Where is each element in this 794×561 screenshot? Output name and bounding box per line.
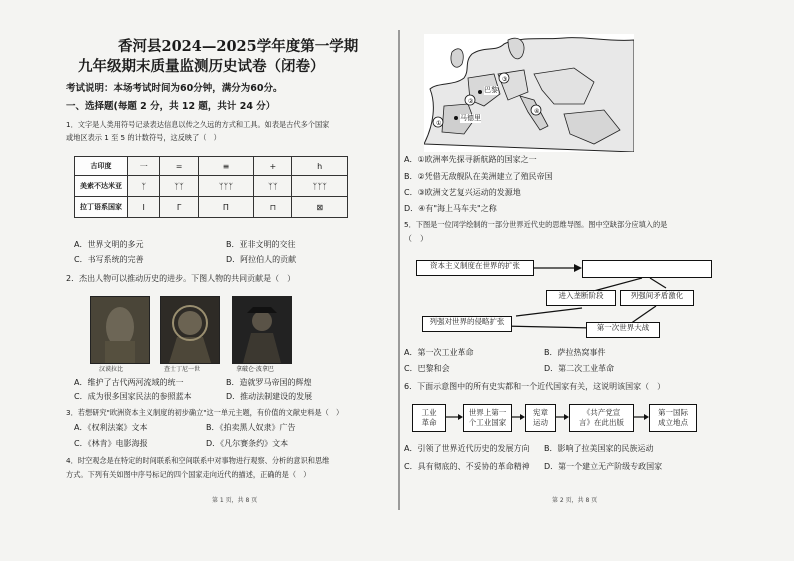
q6-option-a: A．引领了世界近代历史的发展方向	[404, 444, 530, 453]
q5-stem-line1: 5．下图是一位同学绘制的一部分世界近代史的思维导图。图中空缺部分应填入的是	[404, 220, 668, 229]
portrait-caption: 汉谟拉比	[99, 366, 124, 373]
exam-instructions: 考试说明：本场考试时间为60分钟，满分为60分。	[66, 83, 283, 94]
table-cell: ⊠	[292, 197, 348, 218]
table-cell: ≡	[198, 157, 254, 176]
table-cell: Γ	[160, 197, 198, 218]
q4-option-c: C．③欧洲文艺复兴运动的发源地	[404, 188, 521, 197]
q1-option-d: D．阿拉伯人的贡献	[226, 255, 297, 264]
table-cell: +	[254, 157, 292, 176]
q2-option-d: D．推动法制建设的发展	[226, 392, 313, 401]
q1-stem-line2: 或地区表示 1 至 5 的计数符号，这反映了（ ）	[66, 133, 221, 142]
svg-text:③: ③	[502, 76, 508, 83]
page-footer-right: 第 2 页，共 8 页	[552, 497, 598, 504]
svg-text:④: ④	[534, 108, 540, 115]
q1-option-c: C．书写系统的完善	[74, 255, 144, 264]
q4-stem-line1: 4．时空观念是在特定的时间联系和空间联系中对事物进行观察、分析的意识和思维	[66, 456, 330, 465]
table-cell: 一	[128, 157, 160, 176]
table-cell: I	[128, 197, 160, 218]
mindmap-node-ww1: 第一次世界大战	[586, 322, 660, 338]
table-row	[75, 157, 348, 176]
table-cell: Π	[198, 197, 254, 218]
portrait-caption: 拿破仑·波拿巴	[236, 366, 274, 373]
svg-text:①: ①	[436, 120, 442, 127]
table-cell: ᛉ	[128, 176, 160, 197]
table-cell: =	[160, 157, 198, 176]
page-right	[404, 34, 744, 504]
q4-option-b: B．②凭借无敌舰队在美洲建立了殖民帝国	[404, 172, 553, 181]
flow-node: 《共产党宣 言》在此出版	[569, 404, 634, 432]
mindmap-node-contradiction: 列强间矛盾激化	[620, 290, 694, 306]
portrait-justinian-image	[160, 296, 220, 364]
q5-option-d: D．第二次工业革命	[544, 364, 615, 373]
q1-option-a: A．世界文明的多元	[74, 240, 144, 249]
exam-title-line2: 九年级期末质量监测历史试卷（闭卷）	[78, 58, 325, 75]
mindmap-node-expansion: 资本主义制度在世界的扩张	[416, 260, 534, 276]
table-cell: ⊓	[254, 197, 292, 218]
table-row	[75, 176, 348, 197]
table-row-label: 拉丁语系国家	[75, 197, 128, 218]
q2-option-b: B．造就罗马帝国的辉煌	[226, 378, 312, 387]
table-cell: ᛉᛉ	[160, 176, 198, 197]
q4-option-a: A．①欧洲率先探寻新航路的国家之一	[404, 155, 537, 164]
section-heading: 一、选择题(每题 2 分，共 12 题，共计 24 分）	[66, 101, 276, 112]
svg-text:②: ②	[468, 98, 474, 105]
q6-option-d: D．第一个建立无产阶级专政国家	[544, 462, 663, 471]
q3-option-a: A．《权利法案》文本	[74, 423, 148, 432]
q3-option-b: B．《拍卖黑人奴隶》广告	[206, 423, 296, 432]
flow-node: 工业 革命	[412, 404, 446, 432]
table-cell: ᛉᛉᛉ	[198, 176, 254, 197]
page-fold	[398, 30, 400, 510]
q6-option-b: B．影响了拉美国家的民族运动	[544, 444, 654, 453]
portrait-caption: 查士丁尼一世	[164, 366, 201, 373]
q4-stem-line2: 方式。下列有关如图中序号标记的四个国家走向近代的描述，正确的是（ ）	[66, 470, 311, 479]
q3-option-d: D．《凡尔赛条约》文本	[206, 439, 289, 448]
table-cell: h	[292, 157, 348, 176]
mindmap-node-monopoly: 进入垄断阶段	[546, 290, 616, 306]
q2-option-c: C．成为很多国家民法的参照蓝本	[74, 392, 192, 401]
q2-stem: 2．杰出人物可以推动历史的进步。下图人物的共同贡献是（ ）	[66, 274, 296, 283]
portrait-hammurabi-image	[90, 296, 150, 364]
flow-node: 世界上第一 个工业国家	[463, 404, 512, 432]
q6-stem: 6．下面示意图中的所有史实都和一个近代国家有关，这说明该国家（ ）	[404, 382, 666, 391]
numeral-table	[74, 156, 348, 218]
q4-option-d: D．④有"海上马车夫"之称	[404, 204, 497, 213]
page-footer-left: 第 1 页，共 8 页	[212, 497, 258, 504]
flow-connectors	[404, 34, 744, 504]
q5-option-b: B．萨拉热窝事件	[544, 348, 606, 357]
q1-stem-line1: 1．文字是人类用符号记录表达信息以传之久远的方式和工具。如表是古代多个国家	[66, 120, 330, 129]
page-left	[66, 34, 394, 504]
table-row-label: 美索不达米亚	[75, 176, 128, 197]
mindmap-node-aggression: 列强对世界的侵略扩张	[422, 316, 512, 332]
q5-stem-line2: （ ）	[404, 234, 428, 243]
flow-node: 宪章 运动	[525, 404, 556, 432]
q3-option-c: C．《林肯》电影海报	[74, 439, 148, 448]
table-cell: ᛉᛉᛉ	[292, 176, 348, 197]
q5-option-a: A．第一次工业革命	[404, 348, 474, 357]
q3-stem: 3．若想研究"欧洲资本主义制度的初步确立"这一单元主题，有价值的文献史料是（ ）	[66, 408, 344, 417]
q5-option-c: C．巴黎和会	[404, 364, 450, 373]
q2-option-a: A．维护了古代两河流域的统一	[74, 378, 184, 387]
map-label-madrid: 马德里	[460, 114, 481, 122]
map-label-paris: 巴黎	[484, 86, 498, 94]
portrait-napoleon-image	[232, 296, 292, 364]
q1-option-b: B．亚非文明的交往	[226, 240, 296, 249]
table-row-label: 古印度	[75, 157, 128, 176]
exam-title-line1: 香河县2024—2025学年度第一学期	[118, 38, 359, 55]
flow-node: 第一国际 成立地点	[649, 404, 697, 432]
table-cell: ᛉᛉ	[254, 176, 292, 197]
q6-option-c: C．具有彻底的、不妥协的革命精神	[404, 462, 530, 471]
table-row	[75, 197, 348, 218]
